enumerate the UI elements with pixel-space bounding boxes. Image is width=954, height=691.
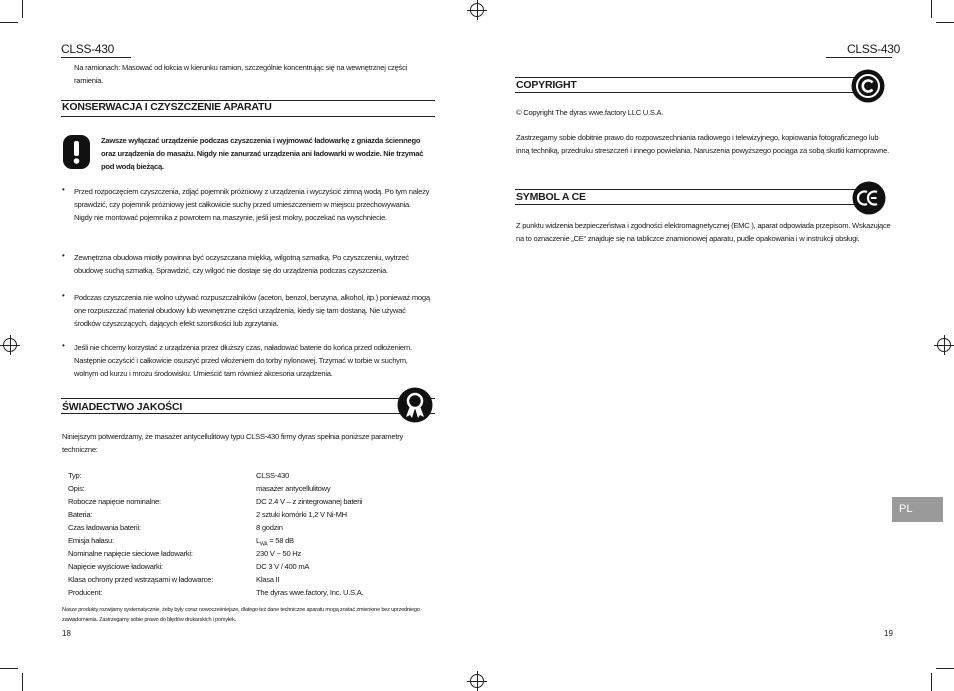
spec-row: [68, 482, 408, 495]
copyright-line: © Copyright The dyras wwe.factory LLC U.S.A.: [516, 108, 664, 117]
section-rule: [61, 100, 435, 101]
header-rule-right: [826, 57, 892, 58]
section-title-ce: SYMBOL A CE: [516, 191, 586, 203]
spec-row: [68, 495, 408, 508]
section-rule: [61, 413, 435, 414]
spec-row: [68, 508, 408, 521]
registration-mark: [937, 338, 951, 352]
language-tab: PL: [892, 497, 943, 522]
section-rule: [515, 77, 857, 78]
spec-row: [68, 521, 408, 534]
spec-value: 8 godzin: [256, 523, 283, 532]
crop-mark: [0, 668, 18, 669]
spec-key: Robocze napięcie nominalne:: [68, 497, 161, 506]
crop-mark: [931, 0, 932, 18]
warning-text: Zawsze wyłączać urządzenie podczas czyszczenia i wyjmować ładowarkę z gniazda ściennego oraz urządzenia do masażu. Nigdy nie zanurzać urządzenia ani ładowarki w wodzie. Nie trzymać pod wodą bieżącą.: [101, 136, 424, 171]
spec-value: CLSS-430: [256, 471, 290, 480]
quality-intro: Niniejszym potwierdzamy, że masażer antycellulitowy typu CLSS-430 firmy dyras spełnia poniższe parametry techniczne:: [62, 432, 404, 454]
section-title-quality: ŚWIADECTWO JAKOŚCI: [62, 401, 183, 413]
spec-key: Napięcie wyjściowe ładowarki:: [68, 562, 163, 571]
spec-key: Bateria:: [68, 510, 93, 519]
list-item: Zewnętrzna obudowa miotły powinna być oczyszczana miękką, wilgotną szmatką. Po czyszczeniu, wytrzeć obudowę suchą szmatką. Sprawdzić, czy wilgoć nie dostaje się do urządzenia podczas czyszczenia.: [74, 253, 409, 275]
spec-key: Klasa ochrony przed wstrząsami w ładowarce:: [68, 575, 213, 584]
page-number-left: 18: [62, 629, 71, 638]
crop-mark: [931, 673, 932, 691]
intro-text: Na ramionach: Masować od łokcia w kierunku ramion, szczególnie koncentrując się na wewnętrznej części ramienia.: [74, 63, 408, 85]
section-rule: [515, 92, 857, 93]
list-item: Przed rozpoczęciem czyszczenia, zdjąć pojemnik próżniowy z urządzenia i wyczyścić zimną wodą. Po tym należy sprawdzić, czy pojemnik próżniowy jest całkowicie suchy przed umieszczeniem w miejscu przechowywania. Nigdy nie montować pojemnika z powrotem na maszynie, jeśli jest mokry, poczekać na wyschniecie.: [74, 187, 430, 222]
spec-value: 230 V ~ 50 Hz: [256, 549, 302, 558]
exclamation-icon: [63, 135, 90, 169]
model-header-left: CLSS-430: [61, 42, 114, 56]
spec-value: Klasa II: [256, 575, 280, 584]
list-item: Podczas czyszczenia nie wolno używać rozpuszczalników (aceton, benzol, benzyna, alkohol, itp.) ponieważ mogą one rozpuszczać materiał obudowy lub wewnętrzne części urządzenia, kiedy się tam dostaną. Nie używać środków czyszczących, dających efekt szorstkości lub zgrzytania.: [74, 293, 430, 328]
spec-value: masażer antycellulitowy: [256, 484, 331, 493]
crop-mark: [936, 22, 954, 23]
spec-value: DC 2.4 V – z zintegrowanej baterii: [256, 497, 363, 506]
spec-row: [68, 547, 408, 560]
spec-row: [68, 469, 408, 482]
crop-mark: [22, 673, 23, 691]
crop-mark: [22, 0, 23, 18]
spec-row: [68, 534, 408, 547]
ce-mark-icon: [852, 181, 886, 215]
spec-key: Producent:: [68, 588, 103, 597]
header-rule-left: [61, 57, 131, 58]
spec-value: The dyras wwe.factory, Inc. U.S.A.: [256, 588, 364, 597]
crop-mark: [0, 22, 18, 23]
bullet-dot: •: [62, 341, 65, 350]
spec-key: Typ:: [68, 471, 82, 480]
spec-value: DC 3 V / 400 mA: [256, 562, 310, 571]
footnote: Nasze produkty rozwijamy systematycznie, żeby były coraz nowocześniejsze, dlatego też dane techniczne aparatu mogą zostać zmienione bez uprzedniego zawiadomienia. Zastrzegamy sobie prawo do błędów drukarskich i pomyłek.: [62, 607, 420, 623]
section-rule: [515, 204, 857, 205]
section-rule: [61, 398, 435, 399]
registration-mark: [3, 338, 17, 352]
spec-row: [68, 560, 408, 573]
spec-key: Nominalne napięcie sieciowe ładowarki:: [68, 549, 193, 558]
registration-mark: [470, 3, 484, 17]
section-title-maintenance: KONSERWACJA I CZYSZCZENIE APARATU: [62, 101, 272, 113]
spec-value-main: L: [256, 536, 260, 545]
spec-value: 2 sztuki komórki 1,2 V Ni-MH: [256, 510, 347, 519]
bullet-dot: •: [62, 251, 65, 260]
spec-value-rest: = 58 dB: [267, 536, 294, 545]
section-rule: [61, 116, 435, 117]
bullet-dot: •: [62, 185, 65, 194]
bullet-dot: •: [62, 291, 65, 300]
spec-value-subscript: WA: [259, 541, 268, 548]
copyright-text: Zastrzegamy sobie dobitnie prawo do rozpowszechniania radiowego i telewizyjnego, kopiowania fotograficznego lub inną techniką, przedruku streszczeń i innego powielania. Naruszenia powyższego pociąga za sobą skutki karnoprawne.: [516, 133, 889, 155]
registration-mark: [470, 674, 484, 688]
section-rule: [515, 189, 857, 190]
spec-key: Czas ładowania baterii:: [68, 523, 141, 532]
quality-ribbon-icon: [397, 387, 433, 423]
spec-key: Emisja hałasu:: [68, 536, 114, 545]
ce-text: Z punktu widzenia bezpieczeństwa i zgodności elektromagnetycznej (EMC ), aparat odpowiada przepisom. Wskazujące na to oznaczenie „CE“ znajduje się na tabliczce znamionowej aparatu, pudle opakowania i w instrukcji obsługi.: [516, 221, 891, 243]
spec-key: Opis:: [68, 484, 85, 493]
copyright-icon: [851, 69, 885, 103]
spec-row: [68, 573, 408, 586]
list-item: Jeśli nie chcemy korzystać z urządzenia przez dłuższy czas, naładować baterie do końca przed odłożeniem. Następnie oczyścić i całkowicie osuszyć przed włożeniem do torby nylonowej. Trzymać w torbie w suchym, wolnym od kurzu i mrozu środowisku. Umieścić tam również akcesoria urządzenia.: [74, 343, 412, 378]
spec-row: [68, 586, 408, 599]
model-header-right: CLSS-430: [847, 42, 900, 56]
crop-mark: [936, 668, 954, 669]
page-number-right: 19: [884, 629, 893, 638]
section-title-copyright: COPYRIGHT: [516, 79, 577, 91]
